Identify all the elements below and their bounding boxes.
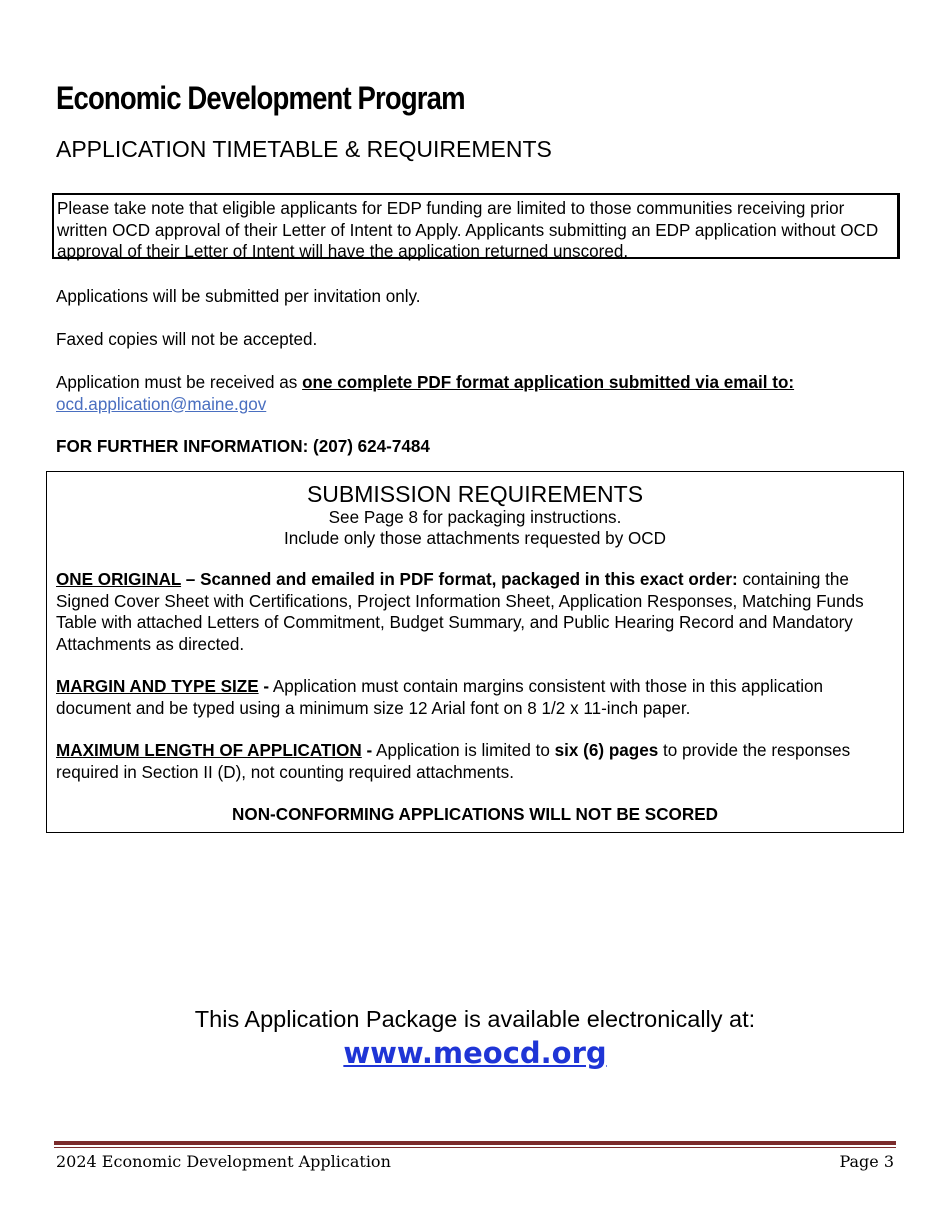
submission-prefix: Application must be received as bbox=[56, 373, 303, 392]
submission-bold: one complete PDF format application submitted via email to: bbox=[302, 373, 795, 392]
further-info: FOR FURTHER INFORMATION: (207) 624-7484 bbox=[56, 437, 430, 456]
page-title: Economic Development Program bbox=[56, 80, 465, 116]
margin-text: Application must contain margins consistent with those in this application document and be typed using a minimum size 12 Arial font on 8 1/2 x 11-inch paper. bbox=[56, 677, 824, 718]
availability-text: This Application Package is available electronically at: bbox=[194, 1006, 756, 1032]
invitation-text: Applications will be submitted per invitation only. bbox=[56, 287, 421, 306]
length-bold: six (6) pages bbox=[554, 741, 659, 760]
submission-requirements-box bbox=[46, 471, 904, 833]
eligibility-notice: Please take note that eligible applicants for EDP funding are limited to those communities receiving prior written OCD approval of their Letter of Intent to Apply. Applicants submitting an EDP application without OCD approval of their Letter of Intent will have the application returned unscored. bbox=[52, 193, 900, 259]
one-original-bold: – Scanned and emailed in PDF format, packaged in this exact order: bbox=[181, 570, 738, 589]
footer-rule-thick bbox=[54, 1141, 896, 1145]
non-conforming-warning: NON-CONFORMING APPLICATIONS WILL NOT BE SCORED bbox=[232, 805, 718, 824]
submission-text bbox=[56, 372, 876, 415]
length-paragraph bbox=[56, 740, 894, 783]
one-original-paragraph bbox=[56, 569, 894, 655]
requirements-sub-2: Include only those attachments requested by OCD bbox=[284, 529, 666, 548]
footer-title: 2024 Economic Development Application bbox=[56, 1152, 391, 1171]
website-link[interactable]: www.meocd.org bbox=[343, 1036, 607, 1070]
length-label: MAXIMUM LENGTH OF APPLICATION bbox=[56, 741, 362, 760]
length-text-2: to provide the responses required in Section II (D), not counting required attachments. bbox=[56, 741, 851, 782]
margin-label: MARGIN AND TYPE SIZE bbox=[56, 677, 259, 696]
margin-dash: - bbox=[258, 677, 270, 696]
email-link[interactable]: ocd.application@maine.gov bbox=[56, 394, 267, 414]
one-original-text: containing the Signed Cover Sheet with Certifications, Project Information Sheet, Application Responses, Matching Funds Table with attached Letters of Commitment, Budget Summary, and Public Hearing Record and Mandatory Attachments as directed. bbox=[56, 570, 864, 654]
margin-paragraph bbox=[56, 676, 894, 719]
requirements-sub-1: See Page 8 for packaging instructions. bbox=[328, 508, 622, 527]
length-text-1: Application is limited to bbox=[372, 741, 555, 760]
footer-rule-thin bbox=[54, 1147, 896, 1148]
faxed-text: Faxed copies will not be accepted. bbox=[56, 330, 318, 349]
length-dash: - bbox=[361, 741, 373, 760]
page-subtitle: APPLICATION TIMETABLE & REQUIREMENTS bbox=[56, 136, 552, 162]
one-original-label: ONE ORIGINAL bbox=[56, 570, 182, 589]
requirements-heading: SUBMISSION REQUIREMENTS bbox=[306, 481, 644, 507]
page-number: Page 3 bbox=[839, 1152, 894, 1171]
